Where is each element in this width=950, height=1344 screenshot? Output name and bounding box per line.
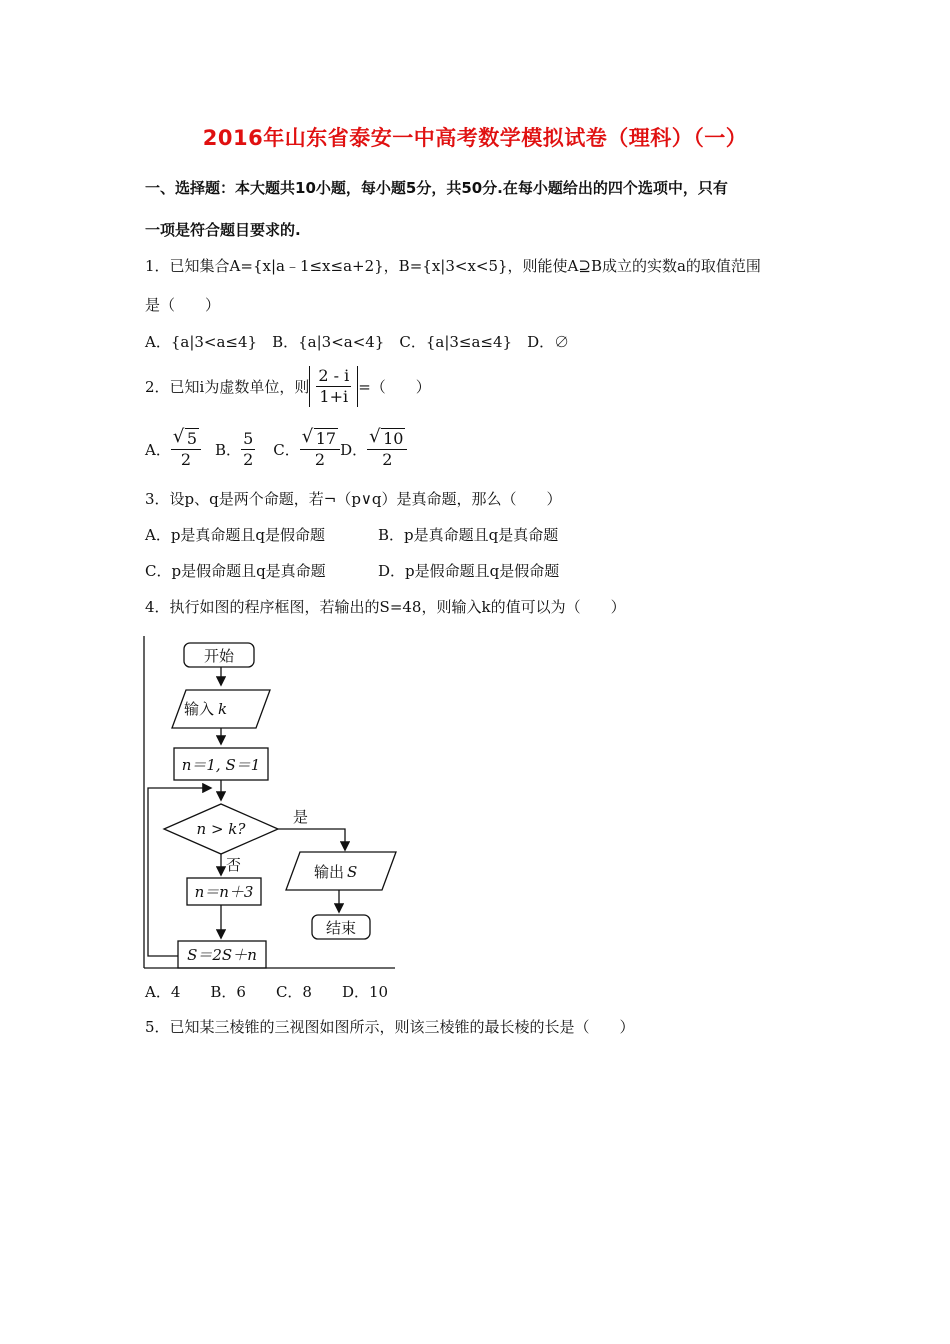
q2-stem-suffix: =（ ）: [358, 377, 431, 396]
q2-fraction-numerator: 2 - i: [318, 365, 350, 385]
q2-optD-label: D．: [340, 440, 368, 459]
q2-optD-den: 2: [382, 449, 393, 469]
q1-stem-line2: 是（ ）: [145, 296, 221, 314]
flow-update-n-label: n＝n＋3: [194, 883, 254, 901]
q2-optD-radicand: 10: [383, 428, 404, 448]
q4-flowchart: [140, 634, 400, 972]
q2-abs-expression: [309, 366, 358, 407]
q4-stem: 4．执行如图的程序框图，若输出的S=48，则输入k的值可以为（ ）: [145, 598, 626, 616]
flow-input-var: k: [218, 700, 228, 718]
flow-output-var: S: [347, 863, 358, 881]
q1-options: A．{a|3<a≤4} B．{a|3<a<4} C．{a|3≤a≤4} D．∅: [145, 333, 570, 351]
flow-start-label: 开始: [203, 647, 235, 665]
q2-optC-label: C．: [273, 440, 300, 459]
q5-stem: 5．已知某三棱锥的三视图如图所示，则该三棱锥的最长棱的长是（ ）: [145, 1018, 635, 1036]
q2-optB-num: 5: [243, 428, 254, 448]
q2-options: [145, 424, 407, 474]
q2-optB-den: 2: [243, 449, 254, 469]
q2-optA-radicand: 5: [186, 428, 198, 448]
q2-optC-radicand: 17: [315, 428, 337, 448]
q2-optD-value: √ 10 2: [367, 429, 407, 470]
q3-optD: D．p是假命题且q是假命题: [378, 562, 560, 580]
section-heading-line1: 一、选择题：本大题共10小题，每小题5分，共50分.在每小题给出的四个选项中，只有: [145, 179, 728, 197]
q2-stem: [145, 362, 431, 410]
q3-optC: C．p是假命题且q是真命题: [145, 562, 326, 580]
flow-input-label: 输入: [183, 700, 214, 718]
q3-optA: A．p是真命题且q是假命题: [145, 526, 326, 544]
flow-yes-label: 是: [293, 808, 309, 826]
q2-stem-prefix: 2．已知i为虚数单位，则: [145, 377, 310, 396]
flow-condition-label: n > k?: [196, 820, 246, 838]
q1-stem-line1: 1．已知集合A={x|a﹣1≤x≤a+2}，B={x|3<x<5}，则能使A⊇B成立的实数a的取值范围: [145, 257, 761, 275]
q2-optB-value: [241, 429, 255, 470]
q3-optB: B．p是真命题且q是真命题: [378, 526, 559, 544]
q2-fraction: [316, 366, 351, 407]
q2-optC-value: √ 17 2: [300, 429, 340, 470]
q2-optA-label: A．: [145, 440, 171, 459]
q2-optB-label: B．: [215, 440, 242, 459]
section-heading-line2: 一项是符合题目要求的.: [145, 221, 301, 239]
exam-title: 2016年山东省泰安一中高考数学模拟试卷（理科）（一）: [202, 126, 748, 150]
q4-options: A．4 B．6 C．8 D．10: [145, 983, 389, 1001]
flow-end-label: 结束: [325, 919, 357, 937]
flow-init-label: n＝1, S＝1: [181, 756, 261, 774]
q2-optC-den: 2: [314, 449, 325, 469]
flow-output-label: 输出: [313, 863, 344, 881]
q2-fraction-denominator: 1+i: [319, 386, 349, 406]
q3-stem: 3．设p、q是两个命题，若¬（p∨q）是真命题，那么（ ）: [145, 490, 562, 508]
flow-update-s-label: S＝2S＋n: [187, 946, 257, 964]
flow-no-label: 否: [226, 856, 242, 874]
q2-optA-value: √ 5 2: [171, 429, 201, 470]
q2-optA-den: 2: [180, 449, 192, 469]
